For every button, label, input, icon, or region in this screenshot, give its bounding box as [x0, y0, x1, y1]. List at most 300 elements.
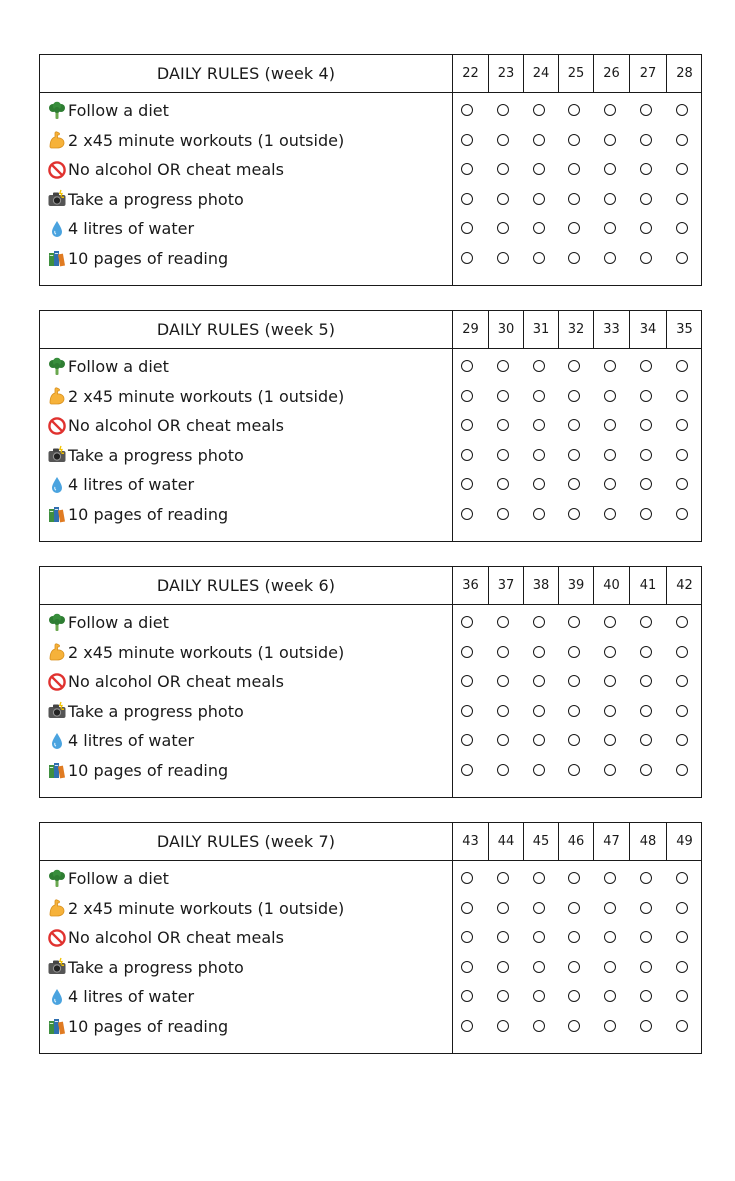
rule-row [40, 382, 701, 411]
check-circle[interactable] [497, 478, 509, 490]
check-circle[interactable] [640, 764, 652, 776]
check-circle[interactable] [640, 872, 652, 884]
rule-text: 2 x45 minute workouts (1 outside) [68, 130, 345, 150]
check-circle[interactable] [533, 931, 545, 943]
rule-row [40, 923, 701, 952]
check-circle[interactable] [461, 163, 473, 175]
check-circle[interactable] [533, 872, 545, 884]
water-droplet-icon [47, 475, 67, 495]
check-circle[interactable] [461, 990, 473, 1002]
check-circle[interactable] [533, 449, 545, 461]
check-circle[interactable] [568, 193, 580, 205]
rule-row [40, 608, 701, 637]
check-circle[interactable] [676, 646, 688, 658]
rule-label [47, 96, 447, 125]
check-circle[interactable] [676, 390, 688, 402]
day-number: 41 [639, 578, 657, 593]
check-circle[interactable] [640, 104, 652, 116]
rule-text: No alcohol OR cheat meals [68, 928, 284, 947]
rule-text: No alcohol OR cheat meals [68, 416, 284, 435]
check-circle[interactable] [497, 961, 509, 973]
check-circle[interactable] [676, 419, 688, 431]
check-circle[interactable] [461, 764, 473, 776]
check-circle[interactable] [676, 478, 688, 490]
check-circle[interactable] [533, 390, 545, 402]
day-number: 44 [497, 834, 515, 849]
check-circle[interactable] [533, 990, 545, 1002]
check-circle[interactable] [568, 902, 580, 914]
water-droplet-icon [47, 731, 67, 751]
check-circle[interactable] [497, 360, 509, 372]
check-circle[interactable] [497, 252, 509, 264]
check-circle[interactable] [676, 104, 688, 116]
check-circle[interactable] [676, 222, 688, 234]
check-circle[interactable] [640, 163, 652, 175]
rule-row [40, 441, 701, 470]
check-circle[interactable] [568, 134, 580, 146]
check-circle[interactable] [497, 163, 509, 175]
rule-text: 4 litres of water [68, 219, 195, 238]
check-circle[interactable] [568, 360, 580, 372]
camera-flash-icon [47, 445, 67, 465]
day-number: 25 [567, 66, 585, 81]
day-number: 39 [567, 578, 585, 593]
check-circle[interactable] [568, 1020, 580, 1032]
check-circle[interactable] [604, 360, 616, 372]
check-circle[interactable] [676, 134, 688, 146]
check-circle[interactable] [640, 1020, 652, 1032]
prohibited-icon [47, 160, 67, 180]
rule-text: 10 pages of reading [68, 1016, 229, 1036]
day-number: 24 [532, 66, 550, 81]
check-circle[interactable] [533, 675, 545, 687]
check-circle[interactable] [533, 902, 545, 914]
check-circle[interactable] [676, 734, 688, 746]
check-circle[interactable] [604, 1020, 616, 1032]
check-circle[interactable] [497, 193, 509, 205]
day-number: 46 [567, 834, 585, 849]
check-circle[interactable] [604, 163, 616, 175]
rule-label [47, 126, 447, 155]
check-circle[interactable] [533, 961, 545, 973]
table-header-row [40, 823, 701, 861]
check-circle[interactable] [676, 902, 688, 914]
rule-row [40, 953, 701, 982]
check-circle[interactable] [640, 449, 652, 461]
week-table [39, 54, 702, 286]
check-circle[interactable] [461, 705, 473, 717]
check-circle[interactable] [676, 193, 688, 205]
check-circle[interactable] [604, 902, 616, 914]
day-number: 48 [639, 834, 657, 849]
check-circle[interactable] [604, 931, 616, 943]
check-circle[interactable] [568, 734, 580, 746]
check-circle[interactable] [497, 134, 509, 146]
check-circle[interactable] [568, 764, 580, 776]
check-circle[interactable] [497, 104, 509, 116]
check-circle[interactable] [640, 193, 652, 205]
flexed-biceps-icon [47, 386, 67, 406]
books-icon [47, 504, 67, 524]
rule-text: Take a progress photo [68, 445, 244, 465]
check-circle[interactable] [568, 252, 580, 264]
rule-row [40, 1012, 701, 1041]
check-circle[interactable] [568, 646, 580, 658]
check-circle[interactable] [568, 616, 580, 628]
check-circle[interactable] [640, 646, 652, 658]
day-number: 43 [462, 834, 479, 849]
flexed-biceps-icon [47, 130, 67, 150]
check-circle[interactable] [533, 478, 545, 490]
rule-label [47, 697, 447, 726]
day-number: 28 [676, 66, 693, 81]
check-circle[interactable] [461, 508, 473, 520]
check-circle[interactable] [461, 1020, 473, 1032]
check-circle[interactable] [604, 764, 616, 776]
check-circle[interactable] [640, 931, 652, 943]
rule-text: Follow a diet [68, 101, 169, 120]
check-circle[interactable] [533, 705, 545, 717]
camera-flash-icon [47, 701, 67, 721]
check-circle[interactable] [676, 764, 688, 776]
check-circle[interactable] [604, 508, 616, 520]
check-circle[interactable] [533, 1020, 545, 1032]
check-circle[interactable] [640, 961, 652, 973]
check-circle[interactable] [676, 163, 688, 175]
rule-text: 4 litres of water [68, 475, 195, 494]
day-number: 49 [676, 834, 693, 849]
check-circle[interactable] [461, 193, 473, 205]
check-circle[interactable] [640, 360, 652, 372]
check-circle[interactable] [568, 104, 580, 116]
check-circle[interactable] [604, 478, 616, 490]
check-circle[interactable] [676, 1020, 688, 1032]
check-circle[interactable] [604, 390, 616, 402]
check-circle[interactable] [640, 508, 652, 520]
day-number: 29 [462, 322, 479, 337]
check-circle[interactable] [568, 390, 580, 402]
flexed-biceps-icon [47, 898, 67, 918]
check-circle[interactable] [533, 222, 545, 234]
check-circle[interactable] [604, 193, 616, 205]
check-circle[interactable] [533, 104, 545, 116]
check-circle[interactable] [568, 961, 580, 973]
check-circle[interactable] [461, 872, 473, 884]
rule-row [40, 352, 701, 381]
check-circle[interactable] [604, 646, 616, 658]
check-circle[interactable] [461, 419, 473, 431]
check-circle[interactable] [604, 252, 616, 264]
books-icon [47, 1016, 67, 1036]
check-circle[interactable] [676, 675, 688, 687]
rule-text: 2 x45 minute workouts (1 outside) [68, 642, 345, 662]
check-circle[interactable] [568, 419, 580, 431]
check-circle[interactable] [676, 508, 688, 520]
check-circle[interactable] [497, 390, 509, 402]
day-number: 31 [532, 322, 550, 337]
rule-text: No alcohol OR cheat meals [68, 160, 284, 179]
day-number: 27 [639, 66, 657, 81]
check-circle[interactable] [568, 478, 580, 490]
prohibited-icon [47, 928, 67, 948]
rule-label [47, 756, 447, 785]
week-title: DAILY RULES (week 4) [156, 64, 336, 83]
day-number: 32 [567, 322, 585, 337]
day-number: 38 [532, 578, 550, 593]
check-circle[interactable] [533, 646, 545, 658]
check-circle[interactable] [461, 222, 473, 234]
check-circle[interactable] [640, 734, 652, 746]
rule-row [40, 726, 701, 755]
water-droplet-icon [47, 987, 67, 1007]
week-table [39, 566, 702, 798]
check-circle[interactable] [604, 419, 616, 431]
check-circle[interactable] [604, 449, 616, 461]
check-circle[interactable] [497, 902, 509, 914]
rule-row [40, 667, 701, 696]
check-circle[interactable] [461, 646, 473, 658]
check-circle[interactable] [604, 675, 616, 687]
flexed-biceps-icon [47, 642, 67, 662]
rule-label [47, 244, 447, 273]
rule-text: Follow a diet [68, 613, 169, 632]
week-title: DAILY RULES (week 6) [156, 576, 336, 595]
check-circle[interactable] [640, 675, 652, 687]
check-circle[interactable] [497, 646, 509, 658]
check-circle[interactable] [676, 360, 688, 372]
check-circle[interactable] [533, 193, 545, 205]
rule-row [40, 155, 701, 184]
rule-text: Take a progress photo [68, 957, 244, 977]
books-icon [47, 760, 67, 780]
rule-label [47, 185, 447, 214]
day-number: 42 [676, 578, 693, 593]
rule-label [47, 155, 447, 184]
check-circle[interactable] [497, 990, 509, 1002]
check-circle[interactable] [533, 163, 545, 175]
rule-row [40, 96, 701, 125]
check-circle[interactable] [461, 961, 473, 973]
check-circle[interactable] [676, 931, 688, 943]
check-circle[interactable] [604, 705, 616, 717]
water-droplet-icon [47, 219, 67, 239]
rule-label [47, 923, 447, 952]
rule-label [47, 1012, 447, 1041]
rule-row [40, 756, 701, 785]
rule-row [40, 864, 701, 893]
check-circle[interactable] [533, 764, 545, 776]
rule-row [40, 470, 701, 499]
check-circle[interactable] [497, 764, 509, 776]
rule-text: Follow a diet [68, 357, 169, 376]
check-circle[interactable] [461, 252, 473, 264]
rule-label [47, 470, 447, 499]
check-circle[interactable] [676, 616, 688, 628]
check-circle[interactable] [533, 360, 545, 372]
rule-text: No alcohol OR cheat meals [68, 672, 284, 691]
check-circle[interactable] [676, 705, 688, 717]
broccoli-icon [47, 869, 67, 889]
check-circle[interactable] [676, 990, 688, 1002]
check-circle[interactable] [640, 222, 652, 234]
week-table [39, 822, 702, 1054]
check-circle[interactable] [497, 705, 509, 717]
check-circle[interactable] [568, 872, 580, 884]
rule-text: Take a progress photo [68, 189, 244, 209]
check-circle[interactable] [497, 616, 509, 628]
check-circle[interactable] [640, 134, 652, 146]
check-circle[interactable] [497, 675, 509, 687]
rule-row [40, 982, 701, 1011]
check-circle[interactable] [568, 222, 580, 234]
rule-label [47, 214, 447, 243]
check-circle[interactable] [497, 872, 509, 884]
check-circle[interactable] [461, 134, 473, 146]
rule-row [40, 638, 701, 667]
rule-row [40, 697, 701, 726]
rule-label [47, 608, 447, 637]
check-circle[interactable] [640, 705, 652, 717]
check-circle[interactable] [568, 675, 580, 687]
check-circle[interactable] [568, 990, 580, 1002]
check-circle[interactable] [604, 616, 616, 628]
camera-flash-icon [47, 189, 67, 209]
rule-label [47, 894, 447, 923]
prohibited-icon [47, 672, 67, 692]
broccoli-icon [47, 613, 67, 633]
rule-label [47, 382, 447, 411]
check-circle[interactable] [640, 419, 652, 431]
check-circle[interactable] [604, 990, 616, 1002]
check-circle[interactable] [640, 478, 652, 490]
check-circle[interactable] [676, 872, 688, 884]
check-circle[interactable] [533, 616, 545, 628]
check-circle[interactable] [640, 902, 652, 914]
rule-text: 10 pages of reading [68, 504, 229, 524]
check-circle[interactable] [568, 508, 580, 520]
rule-text: Take a progress photo [68, 701, 244, 721]
rule-row [40, 411, 701, 440]
check-circle[interactable] [461, 734, 473, 746]
check-circle[interactable] [497, 931, 509, 943]
rule-label [47, 500, 447, 529]
check-circle[interactable] [640, 990, 652, 1002]
check-circle[interactable] [461, 902, 473, 914]
rule-label [47, 441, 447, 470]
rule-label [47, 953, 447, 982]
check-circle[interactable] [568, 705, 580, 717]
rule-label [47, 352, 447, 381]
check-circle[interactable] [497, 222, 509, 234]
day-number: 22 [462, 66, 479, 81]
table-header-row [40, 55, 701, 93]
rule-label [47, 864, 447, 893]
check-circle[interactable] [604, 961, 616, 973]
rule-row [40, 185, 701, 214]
check-circle[interactable] [604, 104, 616, 116]
check-circle[interactable] [533, 252, 545, 264]
rule-row [40, 244, 701, 273]
day-number: 33 [603, 322, 620, 337]
rule-text: Follow a diet [68, 869, 169, 888]
check-circle[interactable] [604, 134, 616, 146]
table-header-row [40, 567, 701, 605]
check-circle[interactable] [533, 508, 545, 520]
check-circle[interactable] [604, 222, 616, 234]
rule-text: 4 litres of water [68, 987, 195, 1006]
day-number: 36 [462, 578, 479, 593]
check-circle[interactable] [497, 508, 509, 520]
day-number: 26 [603, 66, 620, 81]
week-table [39, 310, 702, 542]
check-circle[interactable] [568, 449, 580, 461]
rule-label [47, 638, 447, 667]
check-circle[interactable] [533, 734, 545, 746]
rule-row [40, 214, 701, 243]
books-icon [47, 248, 67, 268]
check-circle[interactable] [497, 419, 509, 431]
check-circle[interactable] [533, 419, 545, 431]
rule-text: 2 x45 minute workouts (1 outside) [68, 898, 345, 918]
check-circle[interactable] [568, 931, 580, 943]
check-circle[interactable] [461, 449, 473, 461]
rule-label [47, 411, 447, 440]
check-circle[interactable] [461, 675, 473, 687]
check-circle[interactable] [676, 252, 688, 264]
check-circle[interactable] [676, 449, 688, 461]
check-circle[interactable] [461, 390, 473, 402]
check-circle[interactable] [676, 961, 688, 973]
day-number: 34 [639, 322, 657, 337]
day-number: 30 [497, 322, 515, 337]
rule-label [47, 726, 447, 755]
rule-row [40, 894, 701, 923]
check-circle[interactable] [640, 252, 652, 264]
day-number: 37 [497, 578, 515, 593]
check-circle[interactable] [497, 734, 509, 746]
week-title: DAILY RULES (week 7) [156, 832, 336, 851]
rule-label [47, 982, 447, 1011]
table-header-row [40, 311, 701, 349]
day-number: 35 [676, 322, 693, 337]
rule-row [40, 500, 701, 529]
rule-text: 4 litres of water [68, 731, 195, 750]
rule-label [47, 667, 447, 696]
day-number: 23 [497, 66, 515, 81]
check-circle[interactable] [568, 163, 580, 175]
check-circle[interactable] [461, 616, 473, 628]
check-circle[interactable] [640, 616, 652, 628]
check-circle[interactable] [461, 931, 473, 943]
broccoli-icon [47, 357, 67, 377]
check-circle[interactable] [461, 360, 473, 372]
rule-text: 2 x45 minute workouts (1 outside) [68, 386, 345, 406]
check-circle[interactable] [640, 390, 652, 402]
broccoli-icon [47, 101, 67, 121]
day-number: 40 [603, 578, 620, 593]
rule-text: 10 pages of reading [68, 760, 229, 780]
check-circle[interactable] [497, 1020, 509, 1032]
check-circle[interactable] [461, 478, 473, 490]
check-circle[interactable] [604, 734, 616, 746]
check-circle[interactable] [461, 104, 473, 116]
rule-row [40, 126, 701, 155]
check-circle[interactable] [604, 872, 616, 884]
check-circle[interactable] [497, 449, 509, 461]
prohibited-icon [47, 416, 67, 436]
rule-text: 10 pages of reading [68, 248, 229, 268]
check-circle[interactable] [533, 134, 545, 146]
